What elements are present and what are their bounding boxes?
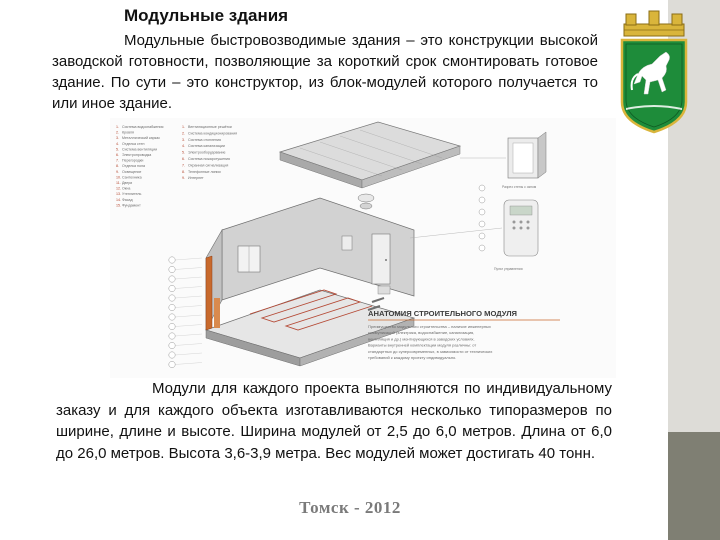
legend-item: Освещение xyxy=(122,169,142,174)
legend-item: Фасад xyxy=(122,197,133,202)
legend-item: Система вентиляции xyxy=(122,147,158,152)
legend-number: 11. xyxy=(116,181,121,185)
legend-item: Электропроводка xyxy=(122,153,152,157)
legend-item: Металлический каркас xyxy=(122,136,161,141)
callout-circle xyxy=(169,304,175,310)
legend-number: 14. xyxy=(116,197,121,202)
window-caption: Разрез стены с окном xyxy=(502,185,537,189)
legend-number: 8. xyxy=(182,169,185,174)
callout-circle xyxy=(169,314,175,320)
callout-circle xyxy=(479,209,485,215)
legend-item: Кровля xyxy=(122,130,134,135)
legend-number: 13. xyxy=(116,192,121,197)
anatomy-line: стандартных до суперсовременных, в зависимости от технических xyxy=(368,348,493,354)
legend-number: 6. xyxy=(182,157,185,161)
legend-item: Охранная сигнализация xyxy=(188,163,229,168)
anatomy-line: требований к каждому проекту индивидуально. xyxy=(368,355,457,360)
callout-circle xyxy=(169,342,175,348)
footer-city-year: Томск - 2012 xyxy=(299,498,401,517)
legend-number: 3. xyxy=(182,137,185,142)
panel-caption: Пульт управления xyxy=(494,267,523,271)
legend-item: Вентиляционные решётки xyxy=(188,125,232,129)
tomsk-coat-of-arms-icon xyxy=(612,10,696,136)
intro-paragraph: Модульные быстровозводимые здания – это конструкции высокой заводской готовности, позволяющие за короткий срок смонтировать готовое здание. По сути – это конструктор, из блок-модулей которого получается то или иное здание. xyxy=(52,32,598,112)
legend-number: 2. xyxy=(182,131,185,136)
legend-number: 1. xyxy=(116,125,119,129)
legend-number: 5. xyxy=(116,147,119,152)
legend-number: 5. xyxy=(182,150,185,155)
legend-item: Двери xyxy=(122,181,133,185)
legend-number: 2. xyxy=(116,130,119,135)
callout-circle xyxy=(479,185,485,191)
legend-item: Система канализации xyxy=(188,144,225,149)
legend-item: Сантехника xyxy=(122,175,142,180)
callout-circle xyxy=(169,323,175,329)
anatomy-line: вентиляция и др.) монтирующихся в заводских условиях. xyxy=(368,336,475,342)
legend-number: 7. xyxy=(182,163,185,168)
legend-item: Система отопления xyxy=(188,137,221,142)
callout-circle xyxy=(479,197,485,203)
legend-item: Отделка стен xyxy=(122,141,145,146)
legend-item: Система пожаротушения xyxy=(188,157,230,161)
legend-number: 9. xyxy=(116,169,119,174)
legend-item: Система водоснабжения xyxy=(122,125,164,129)
callout-circle xyxy=(169,257,175,263)
legend-number: 4. xyxy=(116,141,119,146)
legend-number: 1. xyxy=(182,125,185,129)
legend-item: Интернет xyxy=(188,176,204,181)
legend-item: Фундамент xyxy=(122,203,141,208)
legend-number: 9. xyxy=(182,176,185,181)
legend-item: Система кондиционирования xyxy=(188,131,238,136)
legend-number: 12. xyxy=(116,186,121,191)
callout-circle xyxy=(169,352,175,358)
legend-item: Отделка пола xyxy=(122,164,146,169)
module-anatomy-diagram xyxy=(110,118,616,378)
legend-number: 7. xyxy=(116,158,119,163)
callout-circle xyxy=(169,266,175,272)
legend-number: 4. xyxy=(182,144,185,149)
callout-circle xyxy=(169,295,175,301)
details-paragraph: Модули для каждого проекта выполняются по индивидуальному заказу и для каждого объекта изготавливаются несколько типоразмеров по ширине, длине и высоте. Ширина модулей от 2,5 до 6,0 метров. Длина от 6,0 до 26,0 метров. Высота 3,6-3,9 метра. Вес модулей может достигать 40 тонн. xyxy=(56,380,612,462)
anatomy-line: коммуникаций (электрика, водоснабжение, канализация, xyxy=(368,330,475,336)
crown-icon xyxy=(624,11,684,36)
side-panel-bottom xyxy=(668,432,720,540)
callout-circle xyxy=(479,221,485,227)
callout-circle xyxy=(169,361,175,367)
legend-item: Телефонные линии xyxy=(188,169,221,174)
callout-circle xyxy=(479,245,485,251)
callout-circle xyxy=(169,333,175,339)
anatomy-line: Преимущество модульного строительства – наличие инженерных xyxy=(368,324,491,329)
legend-number: 6. xyxy=(116,153,119,157)
legend-number: 3. xyxy=(116,136,119,141)
anatomy-line: Варианты внутренней комплектации модуля различны: от xyxy=(368,342,477,348)
legend-item: Электрооборудование xyxy=(188,150,226,155)
legend-number: 15. xyxy=(116,203,121,208)
slide-title: Модульные здания xyxy=(124,6,289,25)
legend-item: Перегородки xyxy=(122,158,144,163)
legend-item: Окна xyxy=(122,186,131,191)
legend-item: Утеплитель xyxy=(122,192,142,197)
legend-number: 10. xyxy=(116,175,121,180)
legend-number: 8. xyxy=(116,164,119,169)
callout-circle xyxy=(169,276,175,282)
anatomy-title: АНАТОМИЯ СТРОИТЕЛЬНОГО МОДУЛЯ xyxy=(368,309,518,318)
callout-circle xyxy=(479,233,485,239)
callout-circle xyxy=(169,285,175,291)
